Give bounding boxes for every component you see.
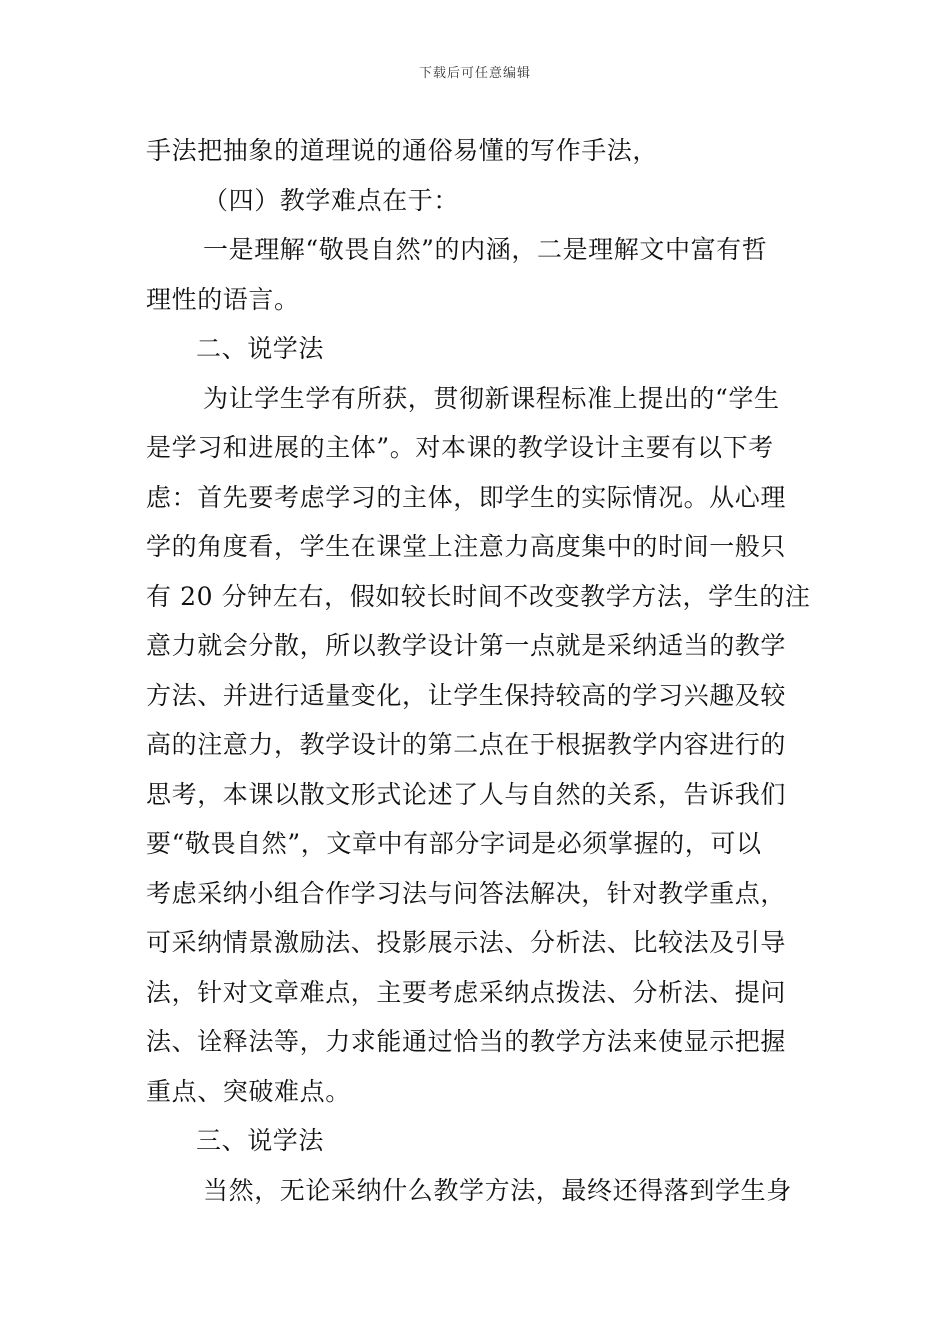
text-line: 当然，无论采纳什么教学方法，最终还得落到学生身	[203, 1175, 792, 1205]
text-line: 意力就会分散，所以教学设计第一点就是采纳适当的教学	[146, 631, 787, 660]
text-line: 为让学生学有所获，贯彻新课程标准上提出的“学生	[203, 383, 780, 413]
text-line: 理性的语言。	[146, 284, 300, 314]
subheading-difficulties: （四）教学难点在于：	[203, 185, 460, 215]
text-line: 学的角度看，学生在课堂上注意力高度集中的时间一般只	[146, 532, 787, 561]
text-line: 考虑采纳小组合作学习法与问答法解决，针对教学重点，	[146, 878, 787, 908]
text-line: 方法、并进行适量变化，让学生保持较高的学习兴趣及较	[146, 680, 787, 710]
text-line: 思考，本课以散文形式论述了人与自然的关系，告诉我们	[146, 779, 787, 809]
text-line: 重点、突破难点。	[146, 1076, 351, 1106]
text-line: 有 20 分钟左右，假如较长时间不改变教学方法，学生的注	[146, 581, 811, 611]
text-line: 法、诠释法等，力求能通过恰当的教学方法来使显示把握	[146, 1027, 787, 1056]
text-line: 要“敬畏自然”，文章中有部分字词是必须掌握的，可以	[146, 829, 762, 858]
text-line: 手法把抽象的道理说的通俗易懂的写作手法，	[146, 136, 659, 165]
text-line: 高的注意力，教学设计的第二点在于根据教学内容进行的	[146, 730, 787, 759]
section-heading-learning-method: 二、说学法	[196, 334, 325, 363]
section-heading-learning-method-3: 三、说学法	[196, 1126, 325, 1155]
page-header: 下载后可任意编辑	[418, 66, 531, 81]
text-line: 虑：首先要考虑学习的主体，即学生的实际情况。从心理	[146, 482, 787, 512]
document-body	[146, 126, 811, 1215]
text-line: 是学习和进展的主体”。对本课的教学设计主要有以下考	[146, 433, 774, 462]
text-line: 一是理解“敬畏自然”的内涵，二是理解文中富有哲	[203, 235, 768, 264]
text-line: 可采纳情景激励法、投影展示法、分析法、比较法及引导	[146, 928, 787, 957]
text-line: 法，针对文章难点，主要考虑采纳点拨法、分析法、提问	[146, 977, 787, 1007]
